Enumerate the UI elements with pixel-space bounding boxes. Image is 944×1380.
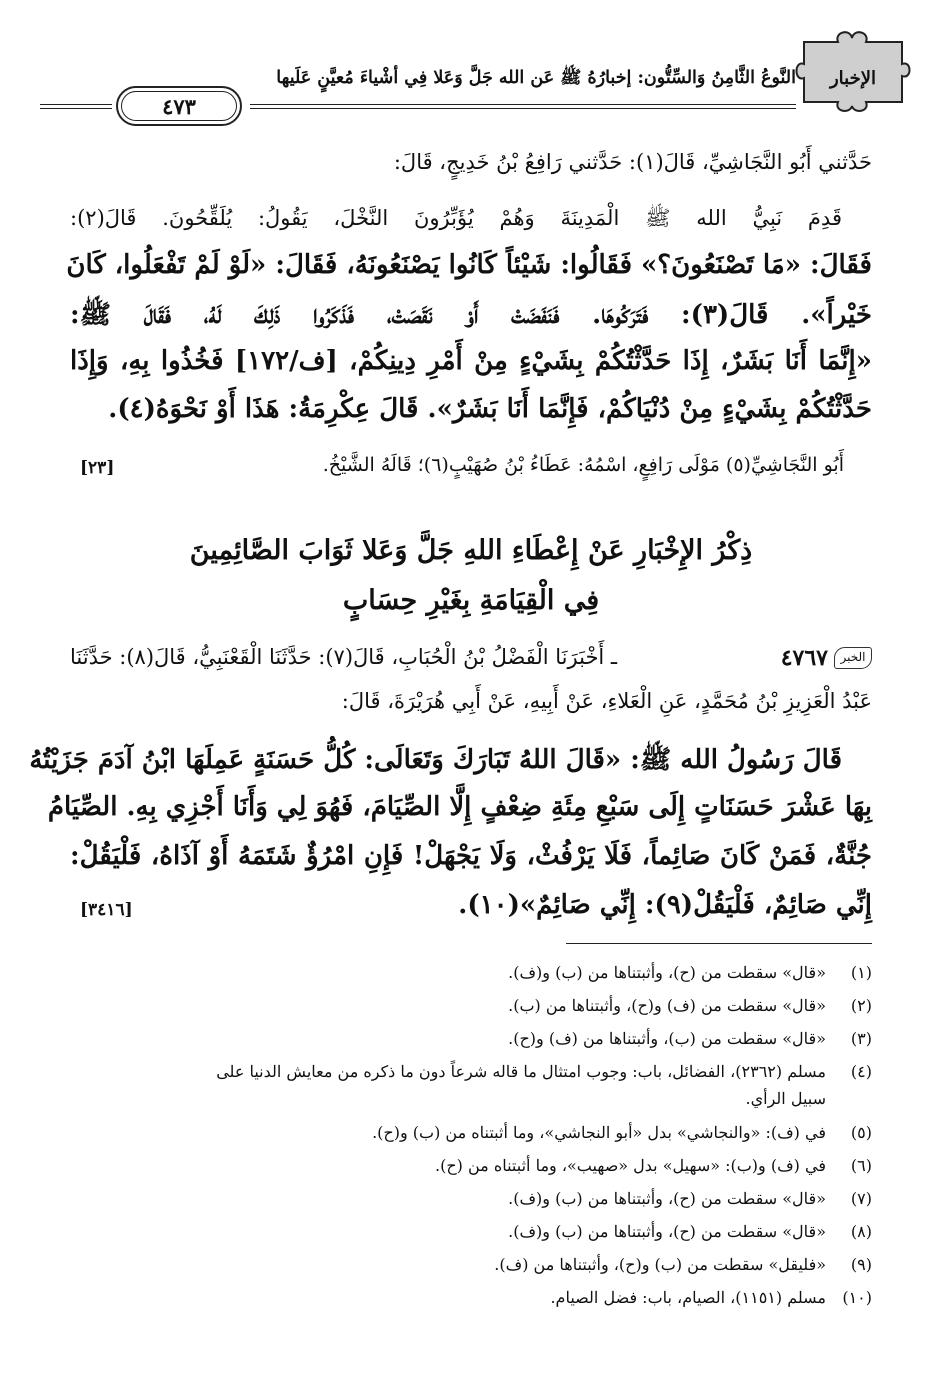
page-number-box <box>116 86 242 126</box>
footnote-continuation: سبيل الرأي. <box>745 1089 826 1108</box>
footnote <box>72 996 872 1016</box>
hadith-number: ٤٧٦٧ <box>780 645 828 671</box>
section-label: الإخبار <box>829 68 876 89</box>
text-line: «إِنَّمَا أَنَا بَشَرٌ، إِذَا حَدَّثْتُكُمْ بِشَيْءٍ مِنْ أَمْرِ دِينِكُمْ، [ف/١٧٢] فَخُذُوا بِهِ، وَإِذَا <box>70 346 872 376</box>
footnote <box>72 963 872 983</box>
footnote-text: «قال» سقطت من (ح)، وأثبتناها من (ب) و(ف). <box>508 1222 826 1241</box>
footnote <box>72 1123 872 1143</box>
isnad-line: عَبْدُ الْعَزِيزِ بْنُ مُحَمَّدٍ، عَنِ الْعَلاءِ، عَنْ أَبِيهِ، عَنْ أَبِي هُرَيْرَةَ، قَالَ: <box>341 689 872 713</box>
footnote-text: «قال» سقطت من (ح)، وأثبتناها من (ب) و(ف). <box>508 963 826 982</box>
text-line: قَدِمَ نَبِيُّ الله ﷺ الْمَدِينَةَ وَهُمْ يُؤَبِّرُونَ النَّخْلَ، يَقُولُ: يُلَقِّحُونَ. قَالَ(٢): <box>70 206 842 230</box>
header-rule <box>40 108 112 109</box>
footnote-number: (٩) <box>850 1255 872 1274</box>
footnote-text: «فليقل» سقطت من (ب) و(ح)، وأثبتناها من (ف). <box>494 1255 826 1274</box>
text-line: حَدَّثني أَبُو النَّجَاشِيِّ، قَالَ(١): حَدَّثني رَافِعُ بْنُ خَدِيجٍ، قَالَ: <box>393 150 872 174</box>
footnote <box>72 1029 872 1049</box>
page-header <box>40 28 912 126</box>
footnote-text: في (ف) و(ب): «سهيل» بدل «صهيب»، وما أثبتناه من (ح). <box>435 1156 826 1175</box>
footnote <box>72 1156 872 1176</box>
footnote-text: مسلم (١١٥١)، الصيام، باب: فضل الصيام. <box>550 1288 826 1307</box>
text-line: فَقَالَ: «مَا تَصْنَعُونَ؟» فَقَالُوا: شَيْئاً كَانُوا يَصْنَعُونَهُ، فَقَالَ: «لَوْ لَمْ تَفْعَلُوا، كَانَ <box>66 250 872 280</box>
footnote-number: (٢) <box>850 996 872 1015</box>
footnote-number: (٨) <box>850 1222 872 1241</box>
footnote-rule <box>566 943 872 944</box>
footnote-text: «قال» سقطت من (ف) و(ح)، وأثبتناها من (ب). <box>508 996 826 1015</box>
isnad-line <box>70 645 872 671</box>
footnote <box>72 1255 872 1275</box>
header-rule <box>250 104 796 105</box>
chapter-heading: فِي الْقِيَامَةِ بِغَيْرِ حِسَابٍ <box>342 585 600 616</box>
hadith-icon: الخبر <box>834 647 872 669</box>
header-rule <box>250 108 796 109</box>
matn-line: قَالَ رَسُولُ الله ﷺ: «قَالَ اللهُ تَبَارَكَ وَتَعَالَى: كُلُّ حَسَنَةٍ عَمِلَهَا ابْنُ آدَمَ جَزَيْتُهُ <box>29 745 842 775</box>
footnote-number: (٤) <box>850 1062 872 1081</box>
footnote-text: مسلم (٢٣٦٢)، الفضائل، باب: وجوب امتثال ما قاله شرعاً دون ما ذكره من معايش الدنيا على <box>216 1062 826 1081</box>
footnote <box>72 1189 872 1209</box>
footnote-number: (١٠) <box>842 1288 872 1307</box>
text-line: حَدَّثْتُكُمْ بِشَيْءٍ مِنْ دُنْيَاكُمْ، فَإِنَّمَا أَنَا بَشَرٌ». قَالَ عِكْرِمَةُ: هَذَا أَوْ نَحْوَهُ(٤). <box>108 394 872 424</box>
footnote-text: «قال» سقطت من (ح)، وأثبتناها من (ب) و(ف). <box>508 1189 826 1208</box>
footnote-number: (٥) <box>850 1123 872 1142</box>
footnote <box>72 1062 872 1082</box>
narrator-note: أَبُو النَّجَاشِيِّ(٥) مَوْلَى رَافِعٍ، اسْمُهُ: عَطَاءُ بْنُ صُهَيْبٍ(٦)؛ قَالَهُ الشَّيْخُ. <box>322 454 844 476</box>
footnote-number: (٦) <box>850 1156 872 1175</box>
matn-line: جُنَّةٌ، فَمَنْ كَانَ صَائِماً، فَلَا يَرْفُثْ، وَلَا يَجْهَلْ! فَإِنِ امْرُؤٌ شَتَمَهُ أَوْ آذَاهُ، فَلْيَقُلْ: <box>70 841 872 871</box>
footnote-text: «قال» سقطت من (ب)، وأثبتناها من (ف) و(ح). <box>508 1029 826 1048</box>
footnote <box>72 1288 872 1308</box>
hadith-ref-number: [٣٤١٦] <box>80 900 133 920</box>
matn-line: إِنِّي صَائِمٌ، فَلْيَقُلْ(٩): إِنِّي صَائِمٌ»(١٠). <box>458 890 872 920</box>
running-title: النَّوعُ الثَّامِنُ وَالسِّتُّون: إخبارُهُ ﷺ عَن الله جَلَّ وَعَلا فِي أشْياءَ مُعيَّنٍ عَلَيها <box>276 68 796 88</box>
page-number: ٤٧٣ <box>162 94 196 119</box>
note-number: [٢٣] <box>80 458 115 478</box>
footnote-text: في (ف): «والنجاشي» بدل «أبو النجاشي»، وما أثبتناه من (ب) و(ح). <box>372 1123 826 1142</box>
footnote <box>72 1222 872 1242</box>
isnad-text: ـ أَخْبَرَنَا الْفَضْلُ بْنُ الْحُبَابِ، قَالَ(٧): حَدَّثَنَا الْقَعْنَبِيُّ، قَالَ(٨): حَدَّثَنَا <box>70 645 618 669</box>
header-rule <box>40 104 112 105</box>
footnote-number: (٣) <box>850 1029 872 1048</box>
chapter-heading: ذِكْرُ الإِخْبَارِ عَنْ إِعْطَاءِ اللهِ جَلَّ وَعَلا ثَوَابَ الصَّائِمِينَ <box>189 535 753 566</box>
text-line: خَيْراً». قَالَ(٣): فَتَرَكُوهَا. فَنَفَضَتْ أَوْ نَقَصَتْ، فَذَكَرُوا ذَلِكَ لَهُ، فَقَالَ ﷺ: <box>70 300 872 330</box>
footnote-number: (٧) <box>850 1189 872 1208</box>
footnote-number: (١) <box>850 963 872 982</box>
matn-line: بِهَا عَشْرَ حَسَنَاتٍ إِلَى سَبْعِ مِئَةِ ضِعْفٍ إِلَّا الصِّيَامَ، فَهُوَ لِي وَأَنَا أَجْزِي بِهِ. الصِّيَامُ <box>47 792 872 822</box>
